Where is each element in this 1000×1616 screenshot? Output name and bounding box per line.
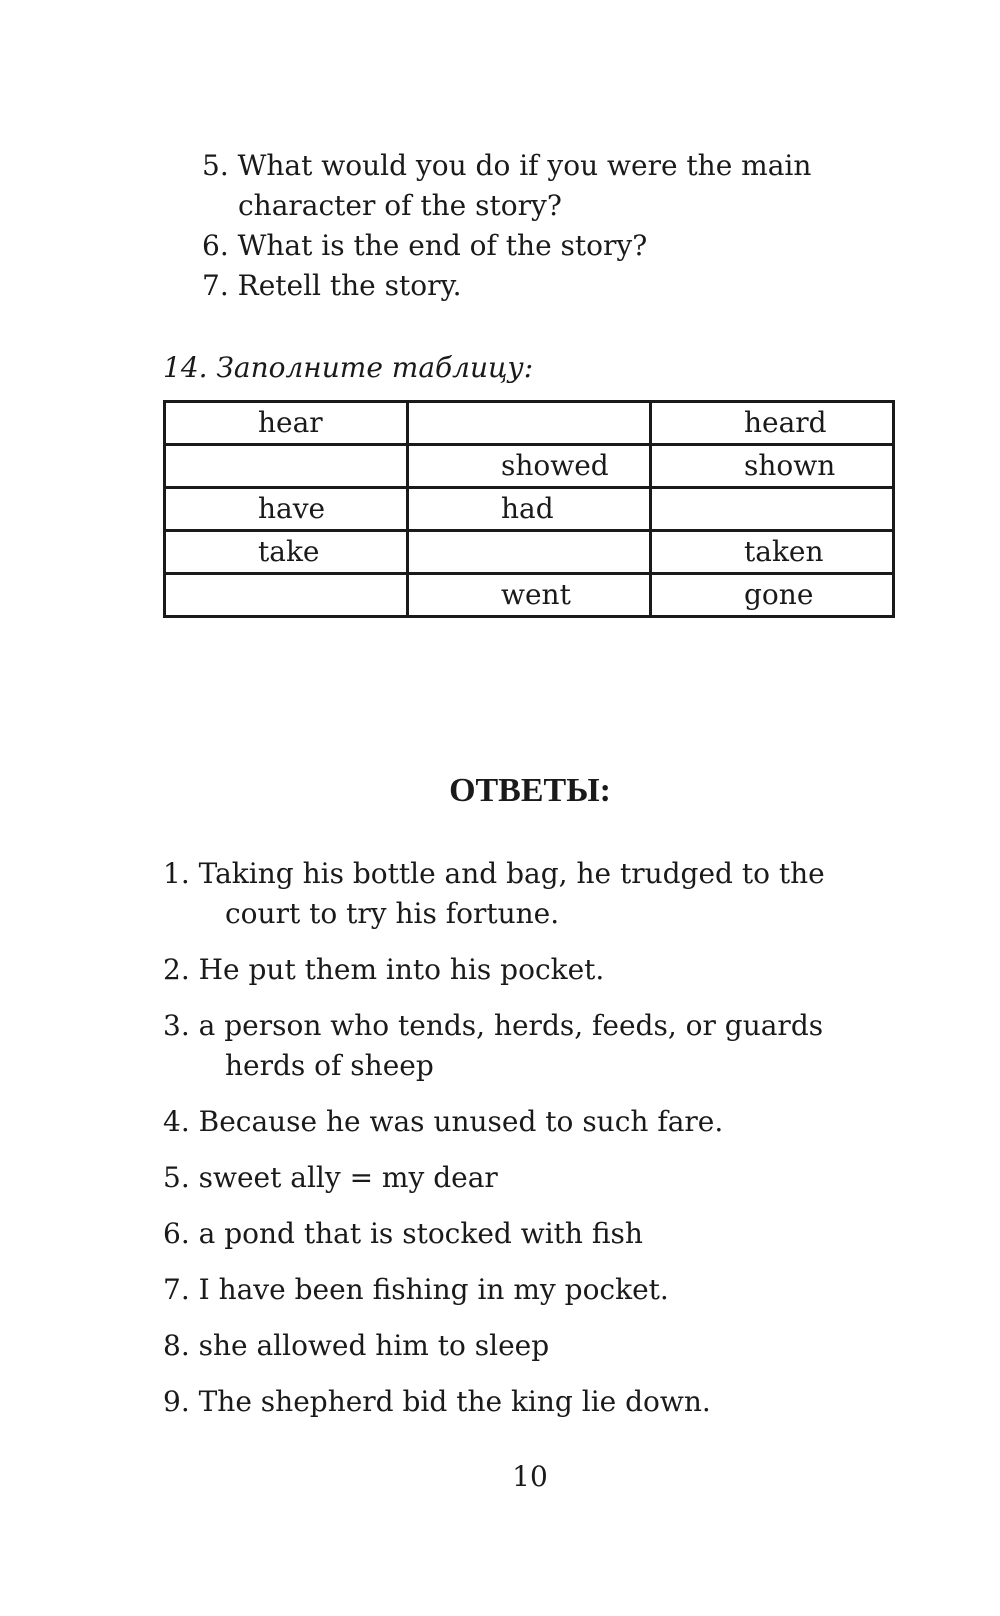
- table-cell: [165, 574, 408, 617]
- page-number: 10: [512, 1460, 548, 1493]
- table-row: [165, 402, 894, 445]
- answer-item: 3. a person who tends, herds, feeds, or guards herds of sheep: [163, 1009, 824, 1082]
- table-row: [165, 574, 894, 617]
- question-list: [202, 146, 902, 306]
- answer-item: 4. Because he was unused to such fare.: [163, 1105, 724, 1138]
- question-item: 7. Retell the story.: [202, 269, 462, 302]
- answer-item: 9. The shepherd bid the king lie down.: [163, 1385, 711, 1418]
- exercise-title: 14. Заполните таблицу:: [163, 351, 534, 384]
- table-cell: went: [408, 574, 651, 617]
- table-cell: [165, 445, 408, 488]
- table-row: [165, 445, 894, 488]
- table-row: [165, 488, 894, 531]
- table-cell: [408, 531, 651, 574]
- table-cell: heard: [651, 402, 894, 445]
- table-cell: [651, 488, 894, 531]
- table-cell: have: [165, 488, 408, 531]
- question-item: 6. What is the end of the story?: [202, 229, 648, 262]
- answer-item: 7. I have been fishing in my pocket.: [163, 1273, 669, 1306]
- question-item: 5. What would you do if you were the main character of the story?: [202, 149, 812, 222]
- table-cell: showed: [408, 445, 651, 488]
- table-cell: shown: [651, 445, 894, 488]
- table-row: [165, 531, 894, 574]
- verb-forms-table: [163, 400, 895, 618]
- answer-item: 6. a pond that is stocked with fish: [163, 1217, 643, 1250]
- answers-heading: ОТВЕТЫ:: [449, 772, 611, 809]
- answer-item: 1. Taking his bottle and bag, he trudged to the court to try his fortune.: [163, 857, 825, 930]
- table-cell: take: [165, 531, 408, 574]
- answer-item: 8. she allowed him to sleep: [163, 1329, 550, 1362]
- answer-item: 2. He put them into his pocket.: [163, 953, 605, 986]
- table-cell: gone: [651, 574, 894, 617]
- table-cell: had: [408, 488, 651, 531]
- table-cell: taken: [651, 531, 894, 574]
- table-cell: [408, 402, 651, 445]
- answer-item: 5. sweet ally = my dear: [163, 1161, 498, 1194]
- table-cell: hear: [165, 402, 408, 445]
- answer-list: [163, 854, 903, 1438]
